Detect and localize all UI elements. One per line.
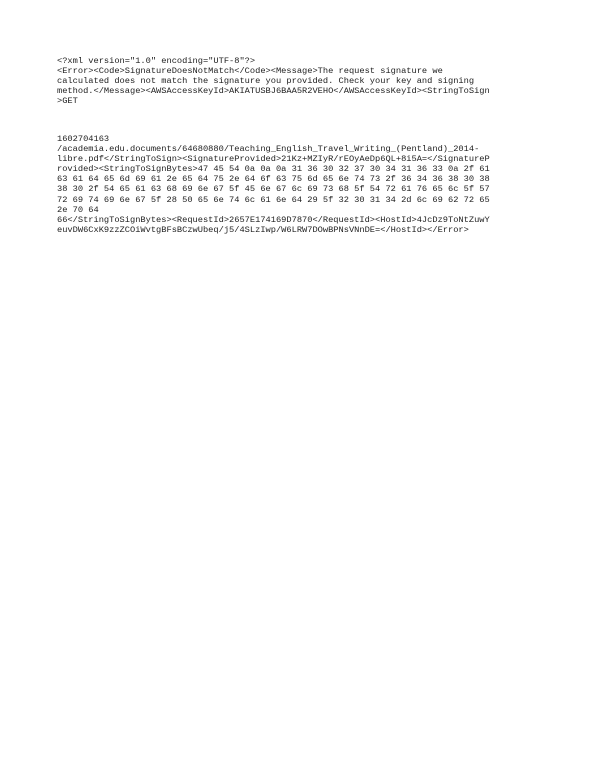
xml-error-header-text: <?xml version="1.0" encoding="UTF-8"?> <Error><Code>SignatureDoesNotMatch</Code><Message>The request signature we calculated does not match the signature you provided. Check your key and signing method.</Message><AWSAccessKeyId>AKIATUSBJ6BAA5R2VEHO</AWSAccessKeyId><StringToSign >GET [57, 56, 490, 107]
xml-error-detail-text: 1602704163 /academia.edu.documents/64680880/Teaching_English_Travel_Writing_(Pentland)_2014- libre.pdf</StringToSign><SignatureProvided>21Kz+MZIyR/rEOyAeDp6QL+8i5A=</SignatureP rovided><StringToSignBytes>47 45 54 0a 0a 0a 31 36 30 32 37 30 34 31 36 33 0a 2f 61 63 61 64 65 6d 69 61 2e 65 64 75 2e 64 6f 63 75 6d 65 6e 74 73 2f 36 34 36 38 30 38 38 30 2f 54 65 61 63 68 69 6e 67 5f 45 6e 67 6c 69 73 68 5f 54 72 61 76 65 6c 5f 57 72 69 74 69 6e 67 5f 28 50 65 6e 74 6c 61 6e 64 29 5f 32 30 31 34 2d 6c 69 62 72 65 2e 70 64 66</StringToSignBytes><RequestId>2657E174169D7870</RequestId><HostId>4JcDz9ToNtZuwY euvDW6CxK9zzZCOiWvtgBFsBCzwUbeq/j5/4SLzIwp/W6LRW7DOwBPNsVNnDE=</HostId></Error> [57, 134, 490, 235]
